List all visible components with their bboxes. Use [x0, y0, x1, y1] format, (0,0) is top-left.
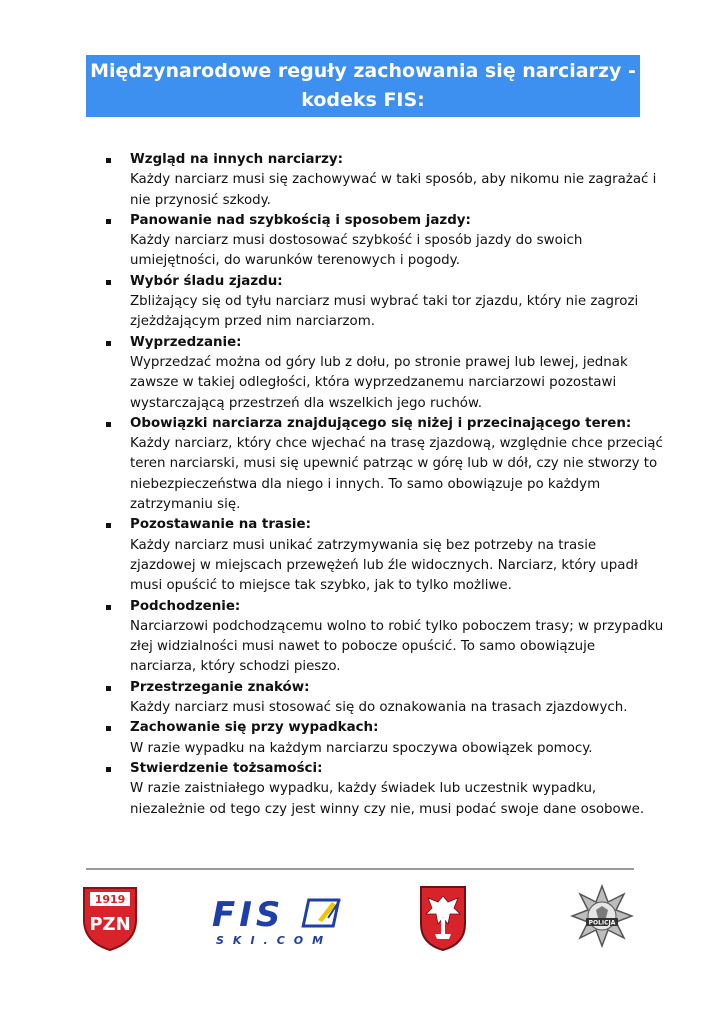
rule-item [104, 272, 664, 333]
rule-title: Wyprzedzanie: [130, 334, 242, 350]
footer-logos [0, 878, 724, 958]
rule-title: Wzgląd na innych narciarzy: [130, 152, 343, 167]
rule-text: Każdy narciarz musi stosować się do oznakowania na trasach zjazdowych. [130, 700, 628, 716]
rule-text: Każdy narciarz musi dostosować szybkość i sposób jazdy do swoich umiejętności, do warunków terenowych i pogody. [130, 233, 583, 269]
bullet-icon [106, 280, 111, 285]
svg-text:POLICJA: POLICJA [588, 919, 616, 927]
pzn-logo-icon [80, 884, 140, 952]
svg-text:1919: 1919 [94, 893, 126, 906]
bullet-icon [106, 422, 111, 427]
page-title: Międzynarodowe reguły zachowania się narciarzy - kodeks FIS: [90, 60, 636, 111]
rule-text: Zbliżający się od tyłu narciarz musi wybrać taki tor zjazdu, który nie zagrozi zjeżdżającym przed nim narciarzom. [130, 294, 639, 330]
rule-title: Pozostawanie na trasie: [130, 517, 311, 533]
svg-text:SKI.COM: SKI.COM [216, 934, 333, 947]
bullet-icon [106, 726, 111, 731]
rule-item [104, 597, 664, 678]
rule-text: W razie wypadku na każdym narciarzu spoczywa obowiązek pomocy. [130, 740, 593, 756]
svg-text:FIS: FIS [212, 895, 285, 935]
rule-title: Obowiązki narciarza znajdującego się niżej i przecinającego teren: [130, 415, 632, 431]
bullet-icon [106, 158, 111, 163]
bullet-icon [106, 767, 111, 772]
rule-text: Każdy narciarz musi unikać zatrzymywania się bez potrzeby na trasie zjazdowej w miejscach przewężeń lub źle widocznych. Narciarz, który upadł musi opuścić to miejsce tak szybko, jak to tylko możliwe. [130, 537, 638, 594]
bullet-icon [106, 219, 111, 224]
rule-item [104, 211, 664, 272]
rule-item [104, 333, 664, 414]
footer-divider [86, 868, 634, 870]
bullet-icon [106, 605, 111, 610]
rule-title: Podchodzenie: [130, 598, 241, 614]
rule-text: Każdy narciarz, który chce wjechać na trasę zjazdową, względnie chce przeciąć teren narciarski, musi się upewnić patrząc w górę lub w dół, czy nie stworzy to niebezpieczeństwa dla niego i innych. To samo obowiązuje po każdym zatrzymaniu się. [130, 436, 663, 513]
rule-text: Każdy narciarz musi się zachowywać w taki sposób, aby nikomu nie zagrażać i nie przynosić szkody. [130, 172, 657, 208]
rule-title: Zachowanie się przy wypadkach: [130, 720, 379, 736]
rules-list [104, 150, 664, 820]
svg-text:PZN: PZN [89, 914, 131, 935]
page-title-band [86, 55, 640, 117]
rule-item [104, 718, 664, 759]
rule-item [104, 414, 664, 515]
police-logo-icon [570, 884, 634, 948]
bullet-icon [106, 686, 111, 691]
rule-item [104, 759, 664, 820]
rule-title: Wybór śladu zjazdu: [130, 273, 283, 289]
coat-of-arms-icon [418, 884, 468, 952]
rule-text: Narciarzowi podchodzącemu wolno to robić tylko poboczem trasy; w przypadku złej widzialności musi nawet to pobocze opuścić. To samo obowiązuje narciarza, który schodzi pieszo. [130, 618, 664, 675]
rule-text: Wyprzedzać można od góry lub z dołu, po stronie prawej lub lewej, jednak zawsze w takiej odległości, która wyprzedzanemu narciarzowi pozostawi wystarczającą przestrzeń dla wszelkich jego ruchów. [130, 354, 628, 411]
rule-item [104, 678, 664, 719]
fis-logo-icon [210, 894, 350, 950]
rule-text: W razie zaistniałego wypadku, każdy świadek lub uczestnik wypadku, niezależnie od tego czy jest winny czy nie, musi podać swoje dane osobowe. [130, 781, 645, 817]
bullet-icon [106, 523, 111, 528]
rule-title: Przestrzeganie znaków: [130, 679, 310, 695]
rule-item [104, 150, 664, 211]
rule-item [104, 515, 664, 596]
bullet-icon [106, 341, 111, 346]
rule-title: Stwierdzenie tożsamości: [130, 760, 323, 776]
rule-title: Panowanie nad szybkością i sposobem jazdy: [130, 212, 471, 228]
